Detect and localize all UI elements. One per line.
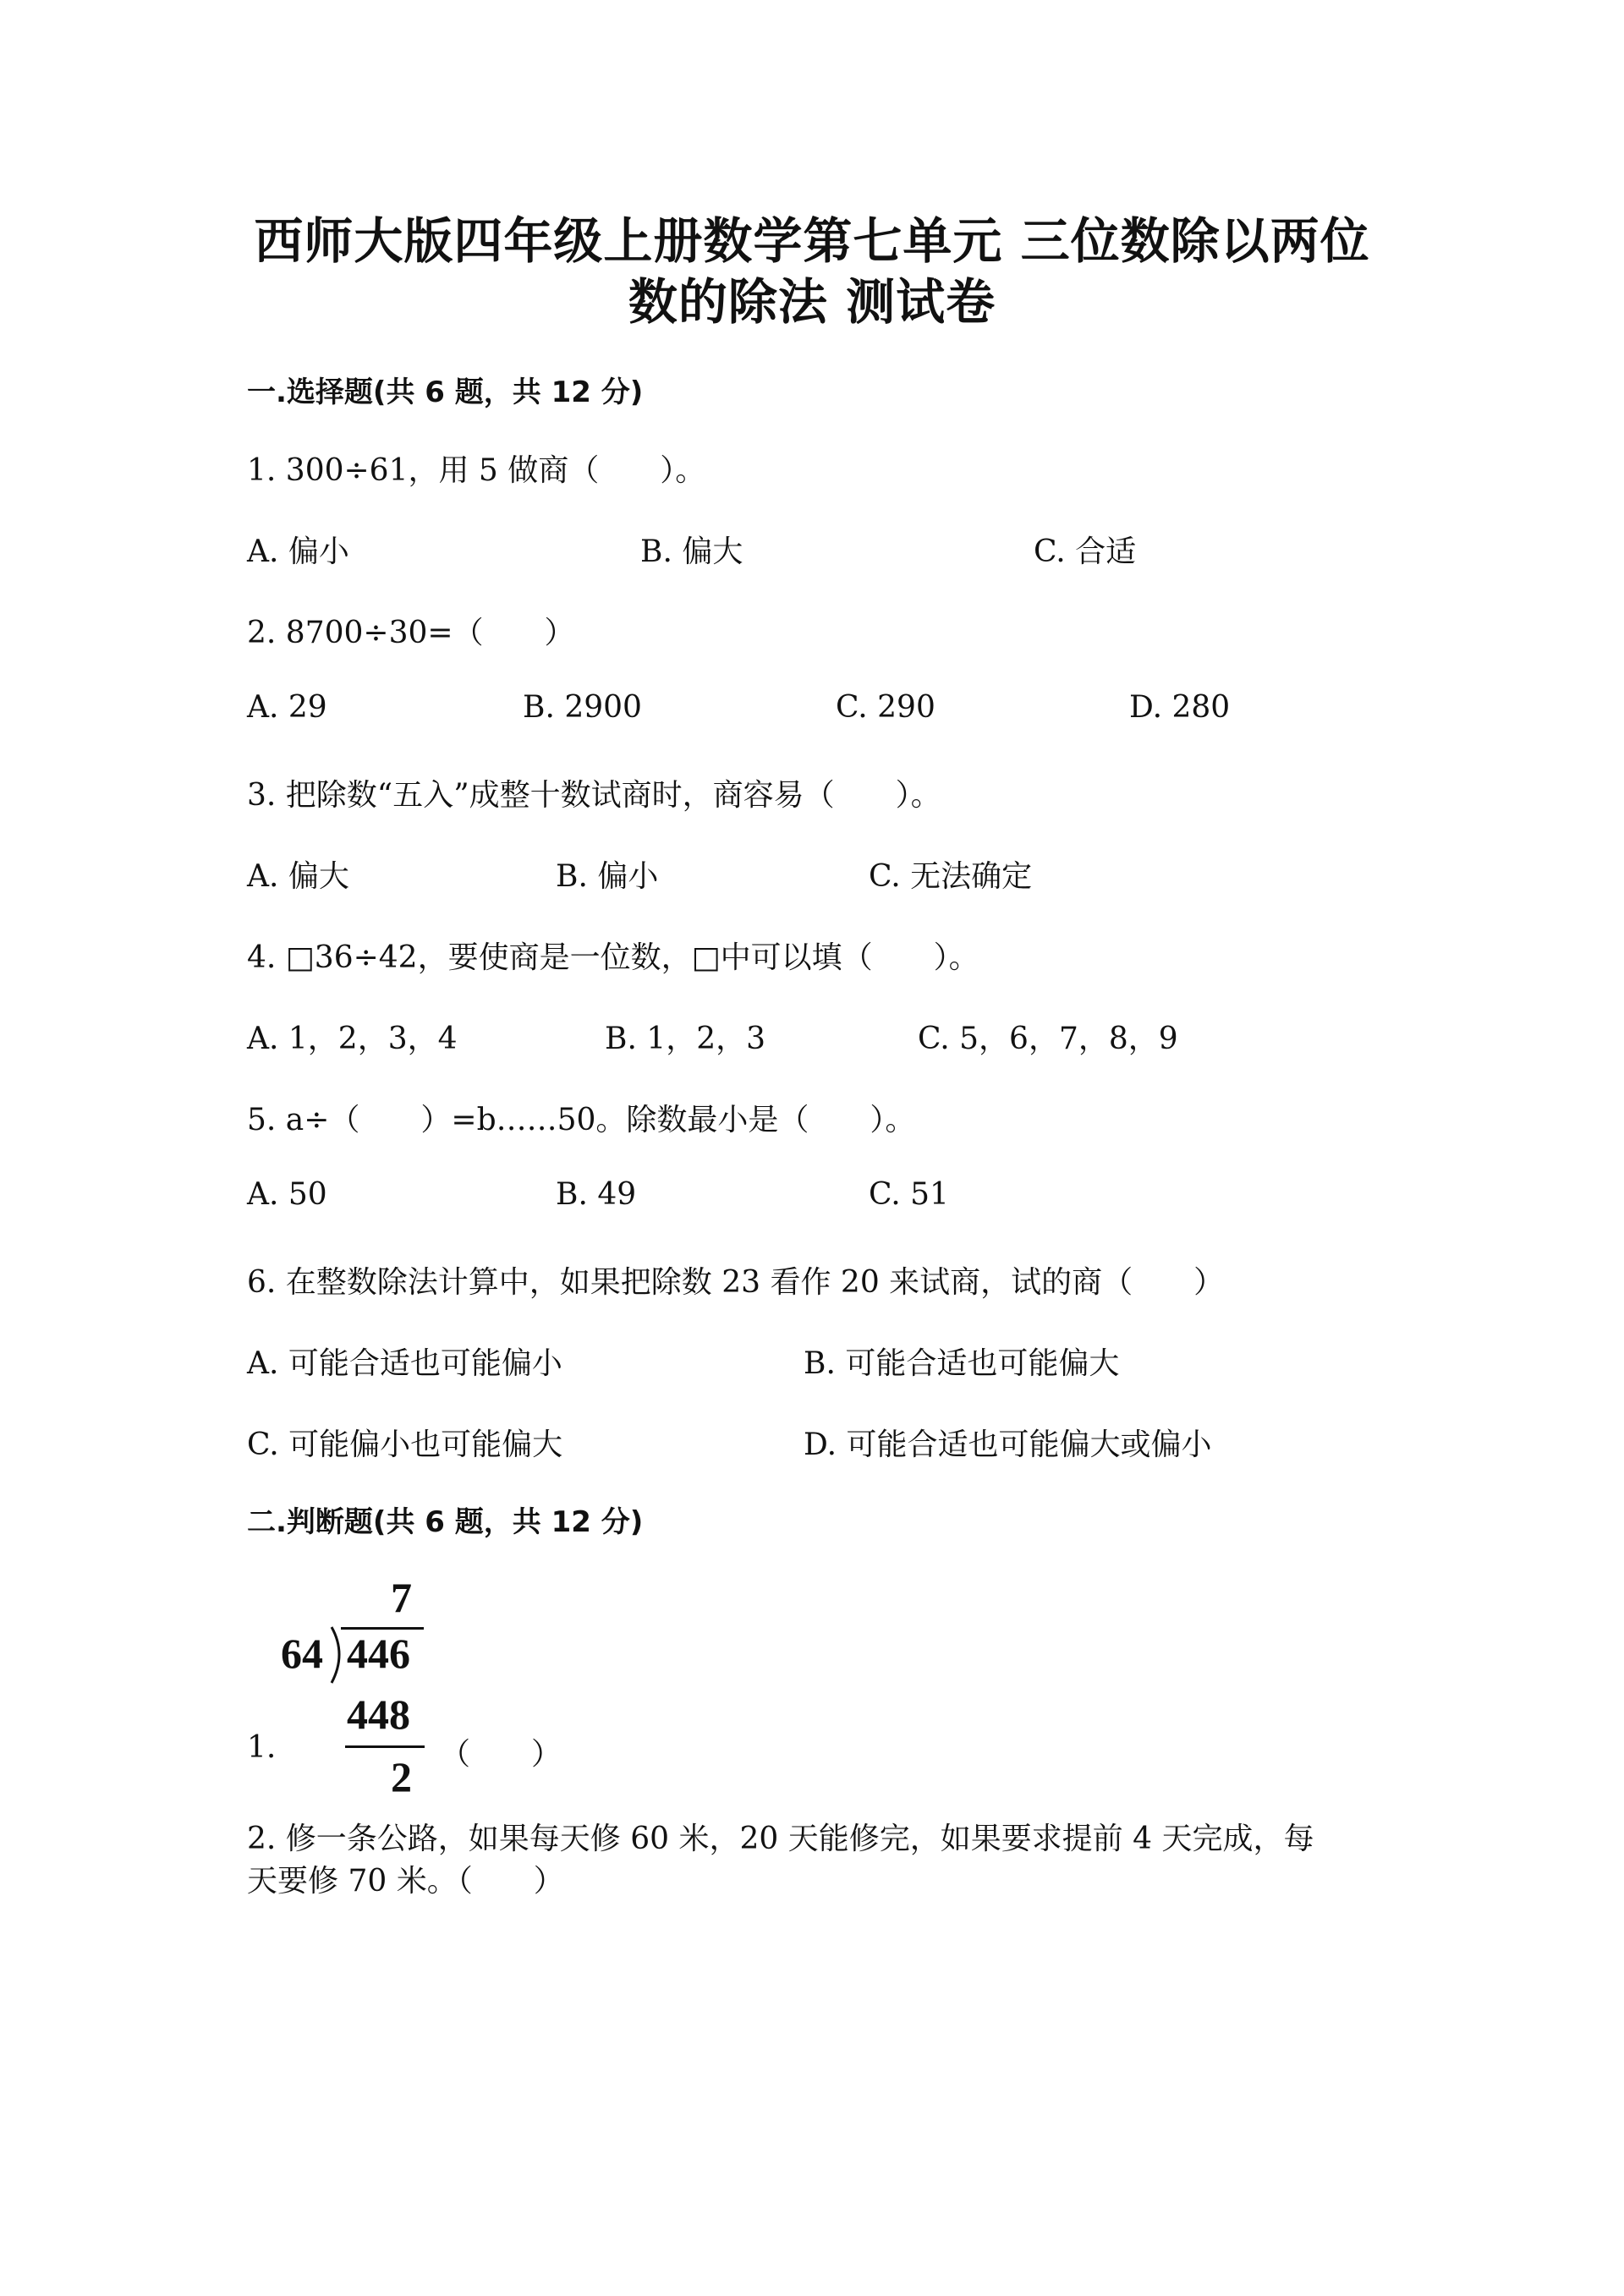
option-6c: C. 可能偏小也可能偏大 [247,1427,563,1462]
option-3b: B. 偏小 [556,859,659,894]
section-heading-judgement: 二.判断题(共 6 题，共 12 分) [247,1505,644,1539]
option-2b: B. 2900 [523,690,642,725]
question-1: 1. 300÷61，用 5 做商（ ）。 [247,453,706,488]
question-6: 6. 在整数除法计算中，如果把除数 23 看作 20 来试商，试的商（ ） [247,1265,1225,1300]
page-title-line1: 西师大版四年级上册数学第七单元 三位数除以两位 [254,212,1370,270]
option-6b: B. 可能合适也可能偏大 [804,1346,1120,1381]
option-5c: C. 51 [869,1177,949,1212]
section-heading-choice: 一.选择题(共 6 题，共 12 分) [247,375,644,409]
division-remainder: 2 [391,1753,412,1800]
option-2a: A. 29 [247,690,327,725]
option-1c: C. 合适 [1034,534,1137,569]
option-5b: B. 49 [556,1177,637,1212]
judgement-1-blank: （ ） [440,1737,562,1772]
option-3c: C. 无法确定 [869,859,1033,894]
division-product: 448 [347,1690,410,1738]
division-quotient: 7 [391,1574,412,1621]
question-3: 3. 把除数“五入”成整十数试商时，商容易（ ）。 [247,778,941,813]
option-4a: A. 1，2，3，4 [247,1022,458,1056]
question-5: 5. a÷（ ）=b……50。除数最小是（ ）。 [247,1103,916,1137]
question-4: 4. □36÷42，要使商是一位数，□中可以填（ ）。 [247,940,979,975]
division-bracket [328,1625,347,1685]
option-1a: A. 偏小 [247,534,349,569]
option-6d: D. 可能合适也可能偏大或偏小 [804,1427,1212,1462]
option-6a: A. 可能合适也可能偏小 [247,1346,562,1381]
option-4c: C. 5，6，7，8，9 [918,1022,1178,1056]
option-4b: B. 1，2，3 [605,1022,766,1056]
judgement-2-line1: 2. 修一条公路，如果每天修 60 米，20 天能修完，如果要求提前 4 天完成，每 [247,1822,1314,1856]
page-title-line2: 数的除法 测试卷 [628,273,996,331]
judgement-1-number: 1. [247,1730,277,1765]
division-underline [345,1745,425,1748]
option-2c: C. 290 [836,690,935,725]
division-dividend: 446 [347,1630,410,1677]
option-5a: A. 50 [247,1177,327,1212]
option-1b: B. 偏大 [640,534,743,569]
judgement-2-line2: 天要修 70 米。（ ） [247,1864,564,1899]
division-divisor: 64 [281,1630,323,1677]
option-3a: A. 偏大 [247,859,349,894]
option-2d: D. 280 [1129,690,1231,725]
long-division-figure [271,1573,440,1810]
question-2: 2. 8700÷30=（ ） [247,616,575,650]
